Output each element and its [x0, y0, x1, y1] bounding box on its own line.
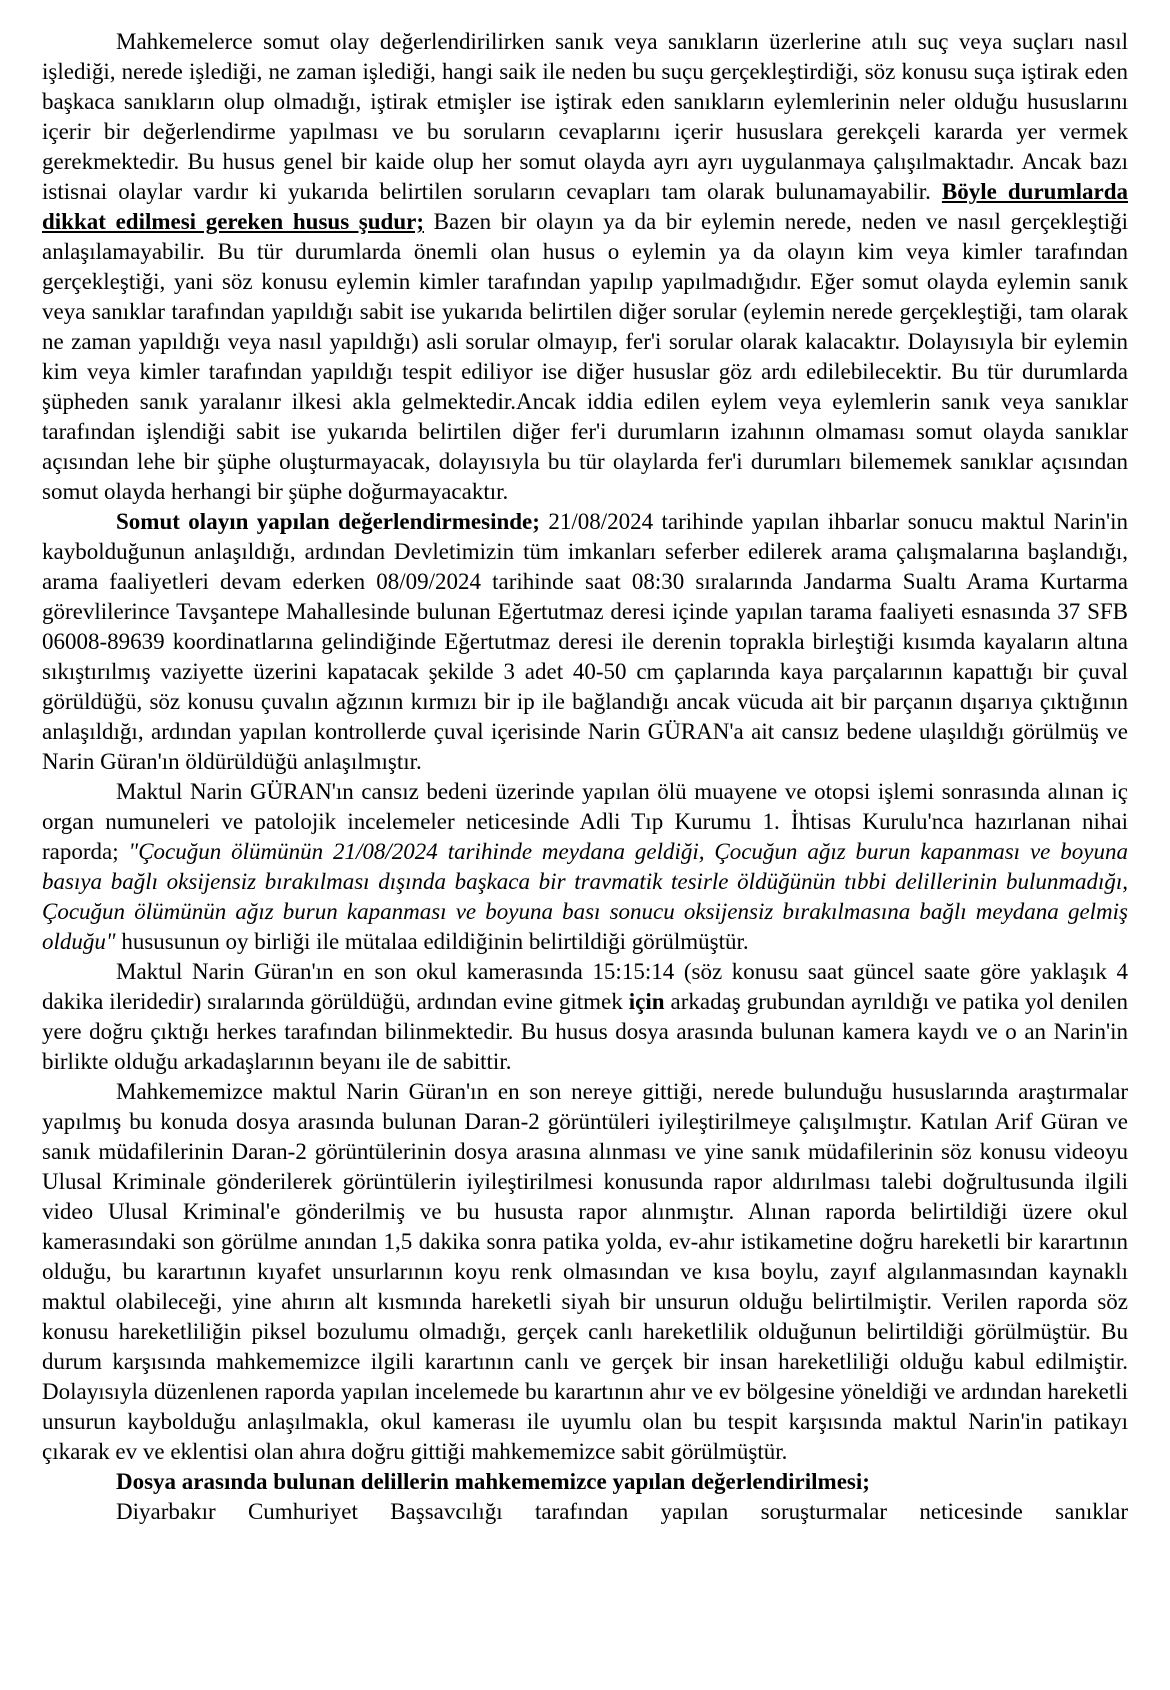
emphasis-bold-underline: Böyle durumlarda dikkat edilmesi gereken husus şudur; — [42, 179, 1128, 234]
inline-heading-bold: Somut olayın yapılan değerlendirmesinde; — [116, 509, 540, 534]
text-run: Bazen bir olayın ya da bir eylemin nerede, neden ve nasıl gerçekleştiği anlaşılamayabilir. Bu tür durumlarda önemli olan husus o eylemin ya da olayın kim veya kimler tarafından gerçekleştiği, yani söz konusu eylemin kimler tarafından yapılıp yapılmadığıdır. Eğer somut olayda eylemin sanık veya sanıklar tarafından yapıldığı sabit ise yukarıda belirtilen diğer sorular (eylemin nerede gerçekleştiği, tam olarak ne zaman yapıldığı veya nasıl yapıldığı) asli sorular olmayıp, fer'i sorular olarak kalacaktır. Dolayısıyla bir eylemin kim veya kimler tarafından yapıldığı tespit ediliyor ise diğer hususlar göz ardı edilebilecektir. Bu tür durumlarda şüpheden sanık yaralanır ilkesi akla gelmektedir.Ancak iddia edilen eylem veya eylemlerin sanık veya sanıklar tarafından işlendiği sabit ise yukarıda belirtilen diğer fer'i durumların izahının olmaması somut olayda sanıklar açısından lehe bir şüphe oluşturmayacak, dolayısıyla bu tür olaylarda fer'i durumları bilememek sanıklar açısından somut olayda herhangi bir şüphe doğurmayacaktır. — [42, 209, 1128, 504]
text-run: 21/08/2024 tarihinde yapılan ihbarlar sonucu maktul Narin'in kaybolduğunun anlaşıldığı, ardından Devletimizin tüm imkanları seferber edilerek arama çalışmalarına başlandığı, arama faaliyetleri devam ederken 08/09/2024 tarihinde saat 08:30 sıralarında Jandarma Sualtı Arama Kurtarma görevlilerince Tavşantepe Mahallesinde bulunan Eğertutmaz deresi içinde yapılan tarama faaliyeti esnasında 37 SFB 06008-89639 koordinatlarına gelindiğinde Eğertutmaz deresi ile derenin toprakla birleştiği kısımda kayaların altına sıkıştırılmış vaziyette üzerini kapatacak şekilde 3 adet 40-50 cm çaplarında kaya parçalarının kapattığı bir çuval görüldüğü, söz konusu çuvalın ağzının kırmızı bir ip ile bağlandığı ancak vücuda ait bir parçanın dışarıya çıktığının anlaşıldığı, ardından yapılan kontrollerde çuval içerisinde Narin GÜRAN'a ait cansız bedene ulaşıldığı görülmüş ve Narin Güran'ın öldürüldüğü anlaşılmıştır. — [42, 509, 1128, 774]
paragraph-general-principles — [42, 27, 1128, 507]
paragraph-concrete-case-evaluation — [42, 507, 1128, 777]
emphasis-bold: için — [628, 989, 665, 1014]
text-run: arkadaş grubundan ayrıldığı ve patika yol denilen yere doğru çıktığı herkes tarafından bilinmektedir. Bu husus dosya arasında bulunan kamera kaydı ve o an Narin'in birlikte olduğu arkadaşlarının beyanı ile de sabittir. — [42, 989, 1128, 1074]
heading-evidence-evaluation — [42, 1467, 1128, 1497]
text-run: Diyarbakır Cumhuriyet Başsavcılığı tarafından yapılan soruşturmalar neticesinde sanıklar — [116, 1499, 1128, 1524]
inline-heading-bold: Dosya arasında bulunan delillerin mahkememizce yapılan değerlendirilmesi; — [116, 1469, 870, 1494]
text-run: Maktul Narin GÜRAN'ın cansız bedeni üzerinde yapılan ölü muayene ve otopsi işlemi sonrasında alınan iç organ numuneleri ve patolojik incelemeler neticesinde Adli Tıp Kurumu 1. İhtisas Kurulu'nca hazırlanan nihai raporda; — [42, 779, 1128, 864]
paragraph-daran2-footage — [42, 1077, 1128, 1467]
text-run: hususunun oy birliği ile mütalaa edildiğinin belirtildiği görülmüştür. — [115, 929, 749, 954]
paragraph-prosecution-investigation — [42, 1497, 1128, 1527]
paragraph-school-camera — [42, 957, 1128, 1077]
quote-italic: "Çocuğun ölümünün 21/08/2024 tarihinde meydana geldiği, Çocuğun ağız burun kapanması ve boyuna basıya bağlı oksijensiz bırakılması dışında başkaca bir travmatik tesirle öldüğünün tıbbi delillerinin bulunmadığı, Çocuğun ölümünün ağız burun kapanması ve boyuna bası sonucu oksijensiz bırakılmasına bağlı meydana gelmiş olduğu" — [42, 839, 1128, 954]
text-run: Maktul Narin Güran'ın en son okul kamerasında 15:15:14 (söz konusu saat güncel saate göre yaklaşık 4 dakika ileridedir) sıralarında görüldüğü, ardından evine gitmek — [42, 959, 1128, 1014]
text-run: Mahkememizce maktul Narin Güran'ın en son nereye gittiği, nerede bulunduğu hususlarında araştırmalar yapılmış bu konuda dosya arasında bulunan Daran-2 görüntüleri iyileştirilmeye çalışılmıştır. Katılan Arif Güran ve sanık müdafilerinin Daran-2 görüntülerinin dosya arasına alınması ve yine sanık müdafilerinin söz konusu videoyu Ulusal Kriminale gönderilerek görüntülerin iyileştirilmesi konusunda rapor aldırılması talebi doğrultusunda ilgili video Ulusal Kriminal'e gönderilmiş ve bu hususta rapor alınmıştır. Alınan raporda belirtildiği üzere okul kamerasındaki son görülme anından 1,5 dakika sonra patika yolda, ev-ahır istikametine doğru hareketli bir karartının olduğu, bu karartının kıyafet unsurlarının koyu renk olmasından ve kısa boylu, zayıf algılanmasından kaynaklı maktul olabileceği, yine ahırın alt kısmında hareketli siyah bir unsurun olduğu belirtilmiştir. Verilen raporda söz konusu hareketliliğin piksel bozulumu olmadığı, gerçek canlı hareketlilik olduğunun belirtildiği görülmüştür. Bu durum karşısında mahkememizce ilgili karartının canlı ve gerçek bir insan hareketliliği olduğu kabul edilmiştir. Dolayısıyla düzenlenen raporda yapılan incelemede bu karartının ahır ve ev bölgesine yöneldiği ve ardından hareketli unsurun kaybolduğu anlaşılmakla, okul kamerası ile uyumlu olan bu tespit karşısında maktul Narin'in patikayı çıkarak ev ve eklentisi olan ahıra doğru gittiği mahkememizce sabit görülmüştür. — [42, 1079, 1128, 1464]
paragraph-autopsy-report — [42, 777, 1128, 957]
text-run: Mahkemelerce somut olay değerlendirilirken sanık veya sanıkların üzerlerine atılı suç veya suçları nasıl işlediği, nerede işlediği, ne zaman işlediği, hangi saik ile neden bu suçu gerçekleştirdiği, söz konusu suça iştirak eden başkaca sanıkların olup olmadığı, iştirak etmişler ise iştirak eden sanıkların eylemlerinin neler olduğu hususlarını içerir bir değerlendirme yapılması ve bu soruların cevaplarını içerir hususlara gerekçeli kararda yer vermek gerekmektedir. Bu husus genel bir kaide olup her somut olayda ayrı ayrı uygulanmaya çalışılmaktadır. Ancak bazı istisnai olaylar vardır ki yukarıda belirtilen soruların cevapları tam olarak bulunamayabilir. — [42, 29, 1128, 204]
